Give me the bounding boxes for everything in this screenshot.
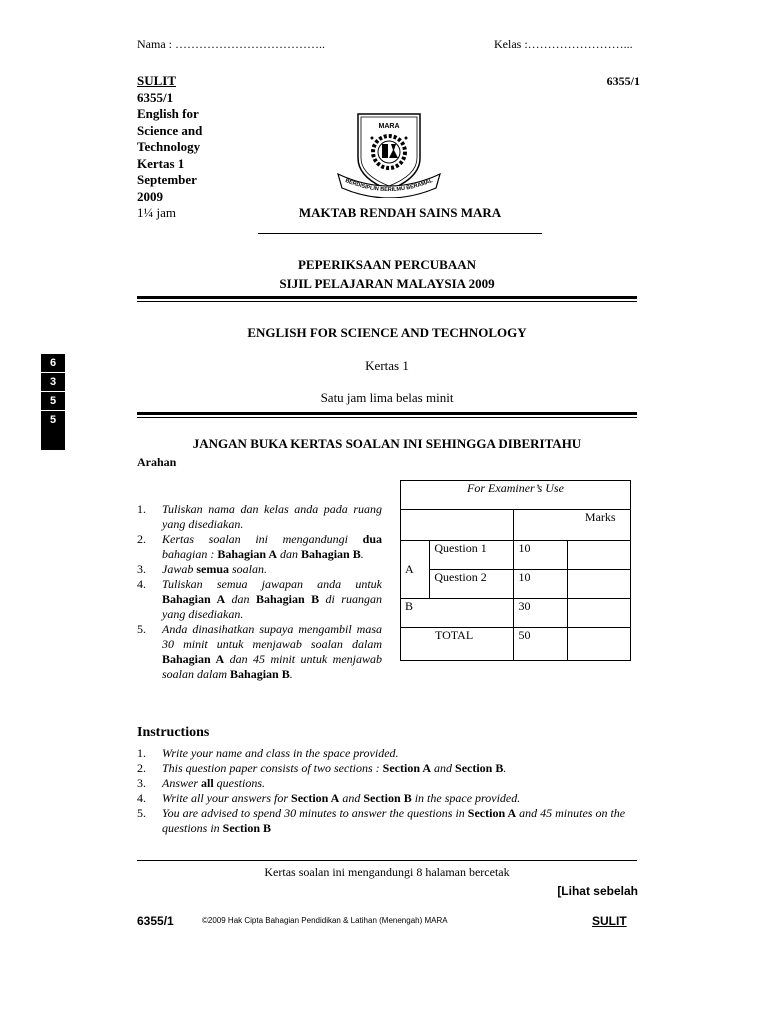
paper-label: Kertas 1: [365, 358, 409, 373]
list-text: dan: [225, 592, 256, 606]
divider-school: [258, 233, 542, 234]
instruction-item: [137, 746, 642, 761]
paper-code-right: 6355/1: [606, 74, 640, 88]
list-text: Section B: [222, 821, 272, 835]
list-text: Write all your answers for: [162, 791, 292, 805]
list-number: 5.: [137, 622, 146, 636]
see-next-page: [Lihat sebelah: [557, 884, 638, 898]
question-2-score[interactable]: [567, 570, 630, 599]
list-text: .: [289, 667, 293, 681]
divider-thick-1: [137, 296, 637, 299]
list-text: Anda dinasihatkan supaya mengambil masa 30 minit untuk menjawab soalan dalam: [162, 622, 382, 651]
list-text: Section A: [467, 806, 517, 820]
paper-number: Kertas 1: [137, 155, 185, 171]
list-number: 1.: [137, 746, 146, 760]
logo-top-text: MARA: [378, 123, 400, 130]
sulit-label: SULIT: [137, 73, 177, 88]
list-text: Section B: [363, 791, 412, 805]
instructions-heading: Instructions: [137, 725, 210, 740]
arahan-item: [137, 577, 382, 622]
list-text: .: [503, 761, 507, 775]
list-text: questions.: [213, 776, 266, 790]
list-text: in the space provided.: [411, 791, 521, 805]
subject-line-2: Science and: [137, 122, 203, 138]
list-text: Bahagian B: [255, 592, 320, 606]
list-text: Bahagian B: [301, 547, 361, 561]
instruction-item: [137, 791, 642, 806]
list-number: 2.: [137, 532, 146, 546]
spine-digit: 5: [41, 392, 65, 411]
list-number: 4.: [137, 577, 146, 591]
marks-header: Marks: [514, 510, 631, 541]
list-number: 4.: [137, 791, 146, 805]
question-1-score[interactable]: [567, 541, 630, 570]
paper-code: 6355/1: [137, 89, 174, 105]
list-text: all: [201, 776, 214, 790]
list-text: and: [431, 761, 456, 775]
list-text: di ruangan yang disediakan.: [162, 592, 382, 621]
list-text: Write your name and class in the space provided.: [162, 746, 399, 760]
footer-sulit: SULIT: [592, 914, 627, 928]
list-text: Kertas soalan ini mengandungi: [162, 532, 363, 546]
examiner-title: For Examiner’s Use: [401, 481, 631, 510]
footer-code: 6355/1: [137, 914, 174, 928]
arahan-heading: Arahan: [137, 455, 177, 469]
divider-thin-2: [137, 417, 637, 418]
list-text: .: [360, 547, 364, 561]
arahan-item: [137, 532, 382, 562]
list-text: and: [339, 791, 364, 805]
question-2-marks: 10: [514, 570, 567, 599]
list-number: 3.: [137, 562, 146, 576]
spine-digit: 6: [41, 354, 65, 373]
page-count: Kertas soalan ini mengandungi 8 halaman bercetak: [264, 865, 510, 879]
section-b-score[interactable]: [567, 599, 630, 628]
list-number: 5.: [137, 806, 146, 820]
list-text: Bahagian B: [230, 667, 290, 681]
section-b-label: B: [401, 599, 514, 628]
question-2-label: Question 2: [430, 570, 514, 599]
section-a-label: A: [401, 541, 430, 599]
list-text: dua: [362, 532, 382, 546]
paper-info: [137, 73, 202, 222]
copyright: ©2009 Hak Cipta Bahagian Pendidikan & Latihan (Menengah) MARA: [202, 916, 448, 925]
question-1-marks: 10: [514, 541, 567, 570]
list-number: 1.: [137, 502, 146, 516]
list-text: Tuliskan nama dan kelas anda pada ruang yang disediakan.: [162, 502, 382, 531]
total-marks: 50: [514, 628, 567, 661]
divider-thick-2: [137, 412, 637, 415]
list-text: semua: [196, 562, 230, 576]
arahan-item: [137, 502, 382, 532]
exam-month: September: [137, 172, 197, 187]
subject-line-1: English for: [137, 106, 199, 121]
list-number: 3.: [137, 776, 146, 790]
footer-divider: [137, 860, 637, 861]
list-text: Bahagian A: [217, 547, 278, 561]
arahan-list: [137, 502, 382, 682]
name-field: Nama : ………………………………..: [137, 37, 325, 51]
instruction-item: [137, 761, 642, 776]
list-text: Jawab: [162, 562, 197, 576]
spine-code: [41, 354, 65, 450]
list-text: Bahagian A: [162, 652, 225, 666]
list-text: dan 45 minit untuk menjawab soalan dalam: [162, 652, 382, 681]
instruction-item: [137, 776, 642, 791]
exam-title-2: SIJIL PELAJARAN MALAYSIA 2009: [279, 276, 495, 291]
list-text: soalan.: [229, 562, 268, 576]
list-text: Bahagian A: [162, 592, 226, 606]
instructions-list: [137, 746, 642, 836]
section-b-marks: 30: [514, 599, 567, 628]
divider-thin-1: [137, 301, 637, 302]
question-1-label: Question 1: [430, 541, 514, 570]
list-text: bahagian :: [162, 547, 218, 561]
total-score[interactable]: [567, 628, 630, 661]
list-text: Tuliskan semua jawapan anda untuk: [162, 577, 382, 591]
class-field: Kelas :……………………...: [494, 37, 633, 51]
mara-logo: [336, 108, 442, 198]
list-text: Answer: [162, 776, 201, 790]
list-text: You are advised to spend 30 minutes to answer the questions in: [162, 806, 468, 820]
time-allowed: Satu jam lima belas minit: [320, 390, 454, 405]
logo-ribbon-text: BERDISIPLIN BERILMU BERAMAL: [344, 177, 434, 194]
list-text: This question paper consists of two sections :: [162, 761, 383, 775]
exam-year: 2009: [137, 188, 163, 204]
exam-title-1: PEPERIKSAAN PERCUBAAN: [297, 257, 477, 272]
spine-digit: 5: [49, 414, 57, 426]
instruction-item: [137, 806, 642, 836]
duration: 1¼ jam: [137, 205, 176, 220]
warning-text: JANGAN BUKA KERTAS SOALAN INI SEHINGGA DIBERITAHU: [192, 436, 582, 451]
subject-title: ENGLISH FOR SCIENCE AND TECHNOLOGY: [247, 325, 527, 340]
list-text: Section A: [382, 761, 432, 775]
list-text: Section A: [291, 791, 340, 805]
school-name: MAKTAB RENDAH SAINS MARA: [298, 205, 502, 220]
examiner-table: [400, 480, 631, 661]
arahan-item: [137, 562, 382, 577]
spine-digit: 3: [41, 373, 65, 392]
total-label: TOTAL: [401, 628, 514, 661]
list-number: 2.: [137, 761, 146, 775]
list-text: and 45 minutes on the questions in: [162, 806, 626, 835]
subject-line-3: Technology: [137, 139, 201, 154]
list-text: Section B: [455, 761, 504, 775]
arahan-item: [137, 622, 382, 682]
list-text: dan: [277, 547, 302, 561]
